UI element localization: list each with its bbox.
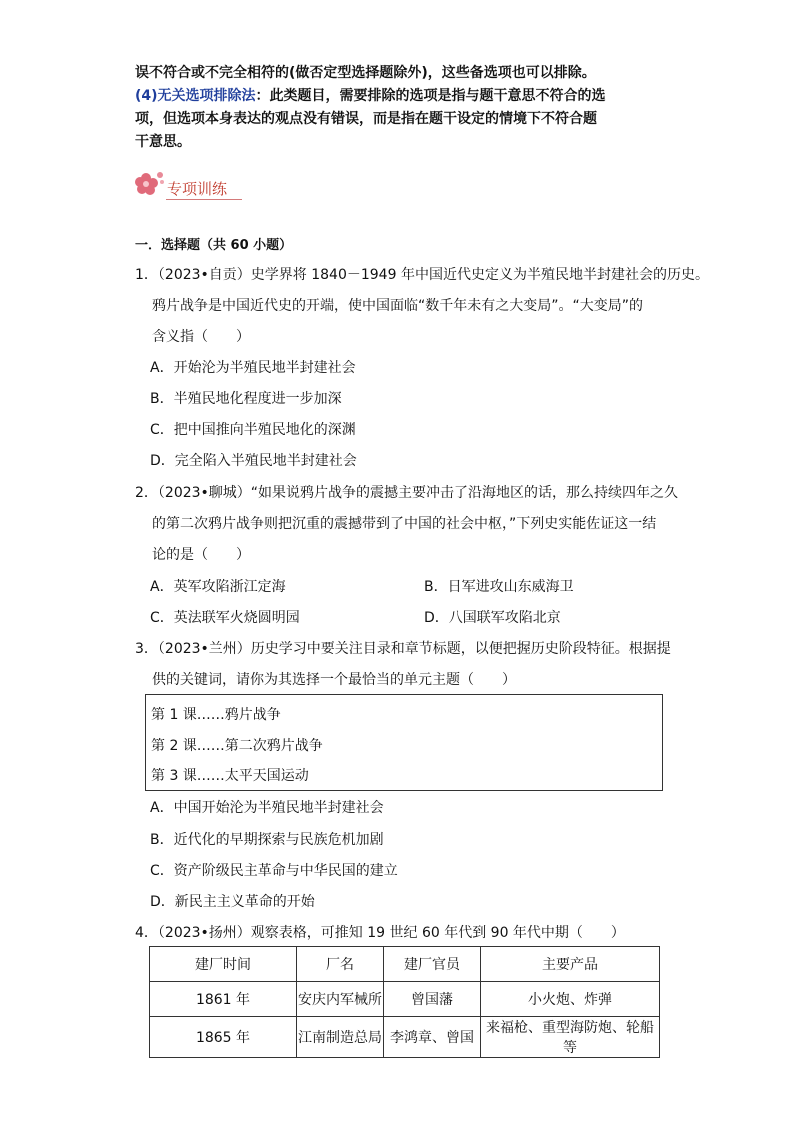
factory-table	[149, 946, 660, 1058]
table-header-cell: 主要产品	[481, 947, 660, 982]
table-cell: 安庆内军械所	[297, 982, 384, 1017]
q2-stem-line-1: 2．（2023•聊城）“如果说鸦片战争的震撼主要冲击了沿海地区的话，那么持续四年之久	[135, 485, 679, 501]
table-header-cell: 建厂官员	[384, 947, 481, 982]
q1-option-d: D．完全陷入半殖民地半封建社会	[150, 453, 357, 469]
table-cell: 来福枪、重型海防炮、轮船等	[481, 1017, 660, 1058]
q3-option-b: B．近代化的早期探索与民族危机加剧	[150, 832, 384, 848]
q2-stem-line-2: 的第二次鸦片战争则把沉重的震撼带到了中国的社会中枢，”下列史实能佐证这一结	[152, 516, 657, 532]
q3-keyword-box	[145, 694, 663, 791]
intro-line-4: 干意思。	[135, 134, 191, 150]
intro-line-2	[135, 85, 606, 105]
q3-stem-line-1: 3．（2023•兰州）历史学习中要关注目录和章节标题，以便把握历史阶段特征。根据提	[135, 641, 671, 657]
section-underline	[166, 199, 242, 200]
method-title: (4)无关选项排除法	[135, 88, 256, 104]
intro-line-1: 误不符合或不完全相符的(做否定型选择题除外)，这些备选项也可以排除。	[135, 65, 596, 81]
table-cell: 李鸿章、曾国	[384, 1017, 481, 1058]
table-cell: 小火炮、炸弹	[481, 982, 660, 1017]
q2-option-d: D．八国联军攻陷北京	[424, 610, 561, 626]
q2-option-a: A．英军攻陷浙江定海	[150, 579, 286, 595]
q3-option-c: C．资产阶级民主革命与中华民国的建立	[150, 863, 398, 879]
flower-icon	[132, 168, 168, 208]
q3-stem-line-2: 供的关键词，请你为其选择一个最恰当的单元主题（ ）	[152, 672, 516, 688]
intro-line-3: 项，但选项本身表达的观点没有错误，而是指在题干设定的情境下不符合题	[135, 111, 597, 127]
intro-line-2-text: ：此类题目，需要排除的选项是指与题干意思不符合的选	[255, 88, 606, 104]
q3-box-line-3: 第 3 课……太平天国运动	[151, 768, 309, 784]
q1-stem-line-2: 鸦片战争是中国近代史的开端，使中国面临“数千年未有之大变局”。“大变局”的	[152, 298, 644, 314]
q4-stem: 4．（2023•扬州）观察表格，可推知 19 世纪 60 年代到 90 年代中期（ ）	[135, 925, 625, 941]
table-cell: 1865 年	[150, 1017, 297, 1058]
q1-stem-line-1: 1．（2023•自贡）史学界将 1840－1949 年中国近代史定义为半殖民地半封建社会的历史。	[135, 267, 709, 283]
table-header-cell: 厂名	[297, 947, 384, 982]
table-header-cell: 建厂时间	[150, 947, 297, 982]
q1-option-c: C．把中国推向半殖民地化的深渊	[150, 422, 356, 438]
table-row	[150, 1017, 660, 1058]
section-title: 专项训练	[167, 180, 228, 198]
q3-box-line-2: 第 2 课……第二次鸦片战争	[151, 738, 323, 754]
q2-stem-line-3: 论的是（ ）	[152, 547, 250, 563]
q3-option-a: A．中国开始沦为半殖民地半封建社会	[150, 800, 384, 816]
table-row	[150, 982, 660, 1017]
q1-stem-line-3: 含义指（ ）	[152, 329, 250, 345]
q2-option-b: B．日军进攻山东威海卫	[424, 579, 574, 595]
q1-option-a: A．开始沦为半殖民地半封建社会	[150, 360, 356, 376]
q2-option-c: C．英法联军火烧圆明园	[150, 610, 300, 626]
part-heading: 一．选择题（共 60 小题）	[135, 238, 293, 253]
table-cell: 1861 年	[150, 982, 297, 1017]
table-header-row	[150, 947, 660, 982]
table-cell: 江南制造总局	[297, 1017, 384, 1058]
q3-option-d: D．新民主主义革命的开始	[150, 894, 315, 910]
q3-box-line-1: 第 1 课……鸦片战争	[151, 707, 281, 723]
q1-option-b: B．半殖民地化程度进一步加深	[150, 391, 342, 407]
table-cell: 曾国藩	[384, 982, 481, 1017]
